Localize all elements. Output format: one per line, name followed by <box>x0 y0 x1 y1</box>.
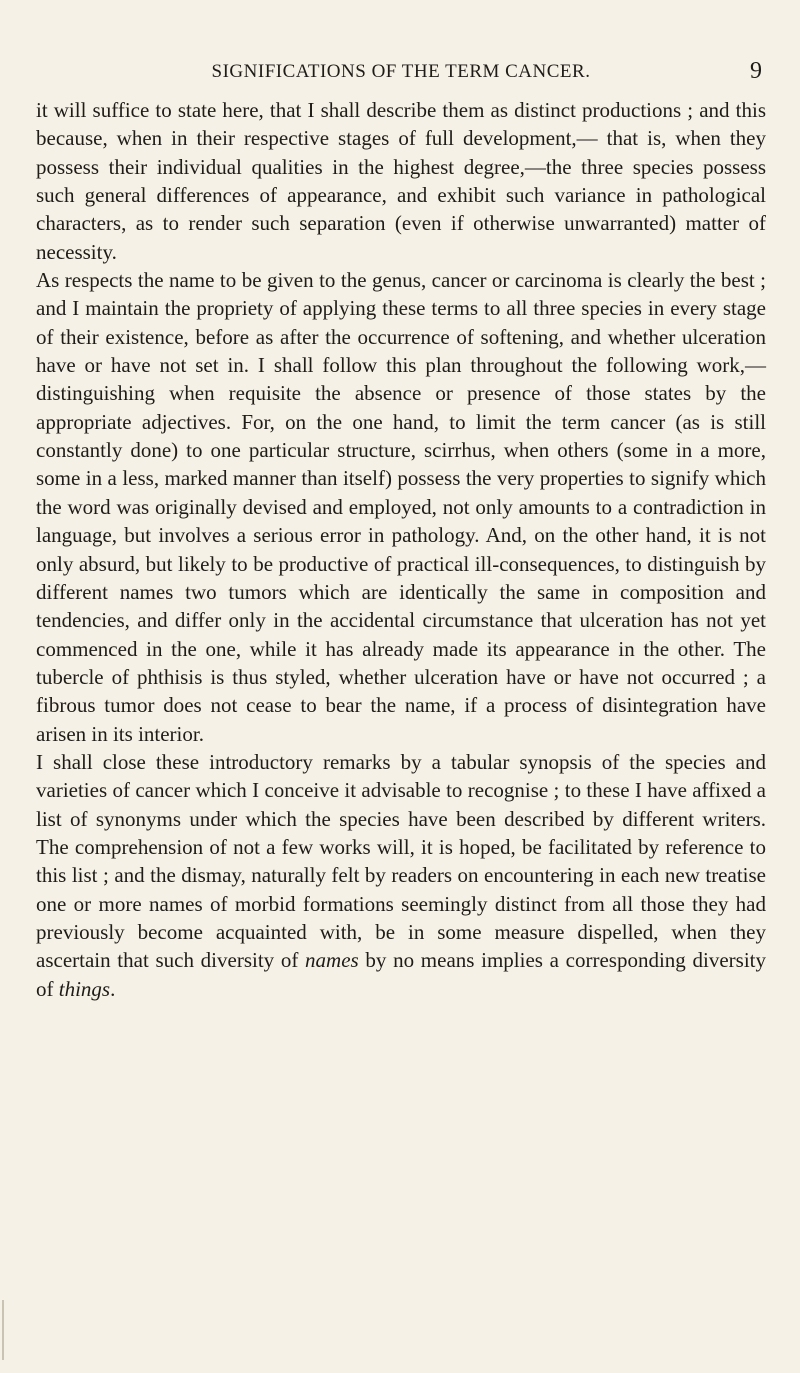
book-page <box>36 0 766 1373</box>
paragraph-3-text-b: by no means implies a corresponding diversity of <box>36 948 766 1001</box>
running-title: SIGNIFICATIONS OF THE TERM CANCER. <box>211 61 591 82</box>
paragraph-3 <box>36 748 766 1003</box>
italic-names: names <box>305 948 359 973</box>
paragraph-1: it will suffice to state here, that I shall describe them as distinct productions ; and this because, when in their respective stages of full development,— that is, when they possess their individual qualities in the highest degree,—the three species possess such general differences of appearance, and exhibit such variance in pathological characters, as to render such separation (even if otherwise unwarranted) matter of necessity. <box>36 98 766 264</box>
paragraph-3-text-c: . <box>110 976 116 1001</box>
margin-mark <box>2 1300 4 1360</box>
paragraph-3-text-a: I shall close these introductory remarks by a tabular synopsis of the species and varieties of cancer which I conceive it advisable to recognise ; to these I have affixed a list of synonyms under which the species have been described by different writers. The comprehension of not a few works will, it is hoped, be facilitated by reference to this list ; and the dismay, naturally felt by readers on encountering in each new treatise one or more names of morbid formations seemingly distinct from all those they had previously become acquainted with, be in some measure dispelled, when they ascertain that such diversity of <box>36 749 766 973</box>
page-number: 9 <box>750 58 762 84</box>
body-text <box>36 96 766 1003</box>
italic-things: things <box>58 976 111 1001</box>
running-head <box>36 58 766 92</box>
paragraph-2: As respects the name to be given to the genus, cancer or carcinoma is clearly the best ; and I maintain the propriety of applying these terms to all three species in every stage of their existence, before as after the occurrence of softening, and whether ulceration have or have not set in. I shall follow this plan throughout the following work,—distinguishing when requisite the absence or presence of those states by the appropriate adjectives. For, on the one hand, to limit the term cancer (as is still constantly done) to one particular structure, scirrhus, when others (some in a more, some in a less, marked manner than itself) possess the very properties to signify which the word was originally devised and employed, not only amounts to a contradiction in language, but involves a serious error in pathology. And, on the other hand, it is not only absurd, but likely to be productive of practical ill-consequences, to distinguish by different names two tumors which are identically the same in composition and tendencies, and differ only in the accidental circumstance that ulceration has not yet commenced in the one, while it has already made its appearance in the other. The tubercle of phthisis is thus styled, whether ulceration have or have not occurred ; a fibrous tumor does not cease to bear the name, if a process of disintegration have arisen in its interior. <box>36 268 766 746</box>
